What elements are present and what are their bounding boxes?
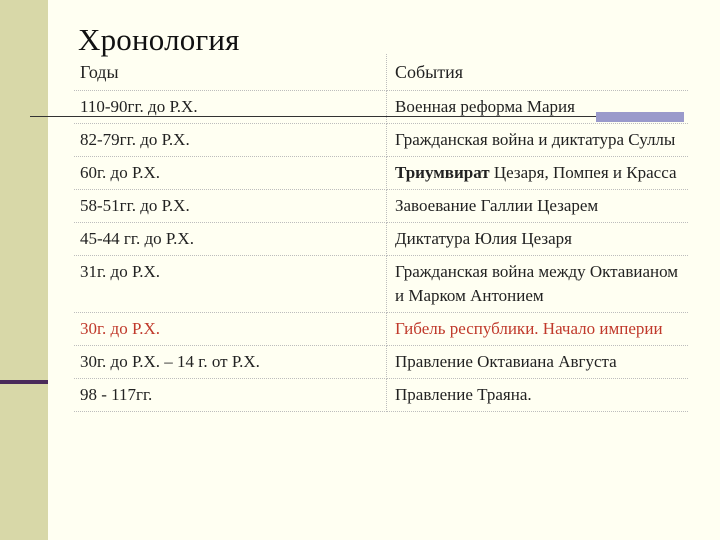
table-row-highlighted: [74, 313, 688, 346]
row-event-text: Правление Октавиана Августа: [395, 352, 617, 371]
row-event: [387, 346, 689, 379]
row-years: 98 - 117гг.: [74, 379, 387, 412]
row-years: 30г. до Р.Х. – 14 г. от Р.Х.: [74, 346, 387, 379]
row-event: [387, 157, 689, 190]
row-years: 60г. до Р.Х.: [74, 157, 387, 190]
table-row: [74, 124, 688, 157]
row-event: [387, 256, 689, 313]
row-event: [387, 313, 689, 346]
row-years: 30г. до Р.Х.: [74, 313, 387, 346]
table-row: [74, 256, 688, 313]
row-years: 58-51гг. до Р.Х.: [74, 190, 387, 223]
row-event-text: Гражданская война и диктатура Суллы: [395, 130, 676, 149]
row-event-text: Правление Траяна.: [395, 385, 532, 404]
row-event: [387, 124, 689, 157]
row-event: [387, 190, 689, 223]
row-event-text: Гражданская война между Октавианом и Марком Антонием: [395, 262, 679, 305]
row-years: 110-90гг. до Р.Х.: [74, 91, 387, 124]
row-event: [387, 379, 689, 412]
row-event-text: Гибель республики. Начало империи: [395, 319, 663, 338]
table-row: [74, 346, 688, 379]
left-accent-line: [0, 380, 48, 384]
table-header-row: [74, 54, 688, 91]
table-row: [74, 379, 688, 412]
left-decorative-bar: [0, 0, 48, 540]
table-row: [74, 190, 688, 223]
table-row: [74, 157, 688, 190]
row-event-bold: Триумвират: [395, 163, 490, 182]
header-years: Годы: [74, 54, 387, 91]
row-event-text: Военная реформа Мария: [395, 97, 575, 116]
row-event-text: Цезаря, Помпея и Красса: [489, 163, 677, 182]
row-years: 45-44 гг. до Р.Х.: [74, 223, 387, 256]
row-years: 82-79гг. до Р.Х.: [74, 124, 387, 157]
row-event-text: Диктатура Юлия Цезаря: [395, 229, 572, 248]
row-years: 31г. до Р.Х.: [74, 256, 387, 313]
rule-accent-block: [596, 112, 684, 122]
horizontal-rule: [30, 116, 684, 117]
row-event: [387, 223, 689, 256]
chronology-table: [74, 54, 688, 412]
row-event-text: Завоевание Галлии Цезарем: [395, 196, 599, 215]
slide-title: Хронология: [78, 22, 240, 57]
table-row: [74, 223, 688, 256]
header-events: События: [387, 54, 689, 91]
